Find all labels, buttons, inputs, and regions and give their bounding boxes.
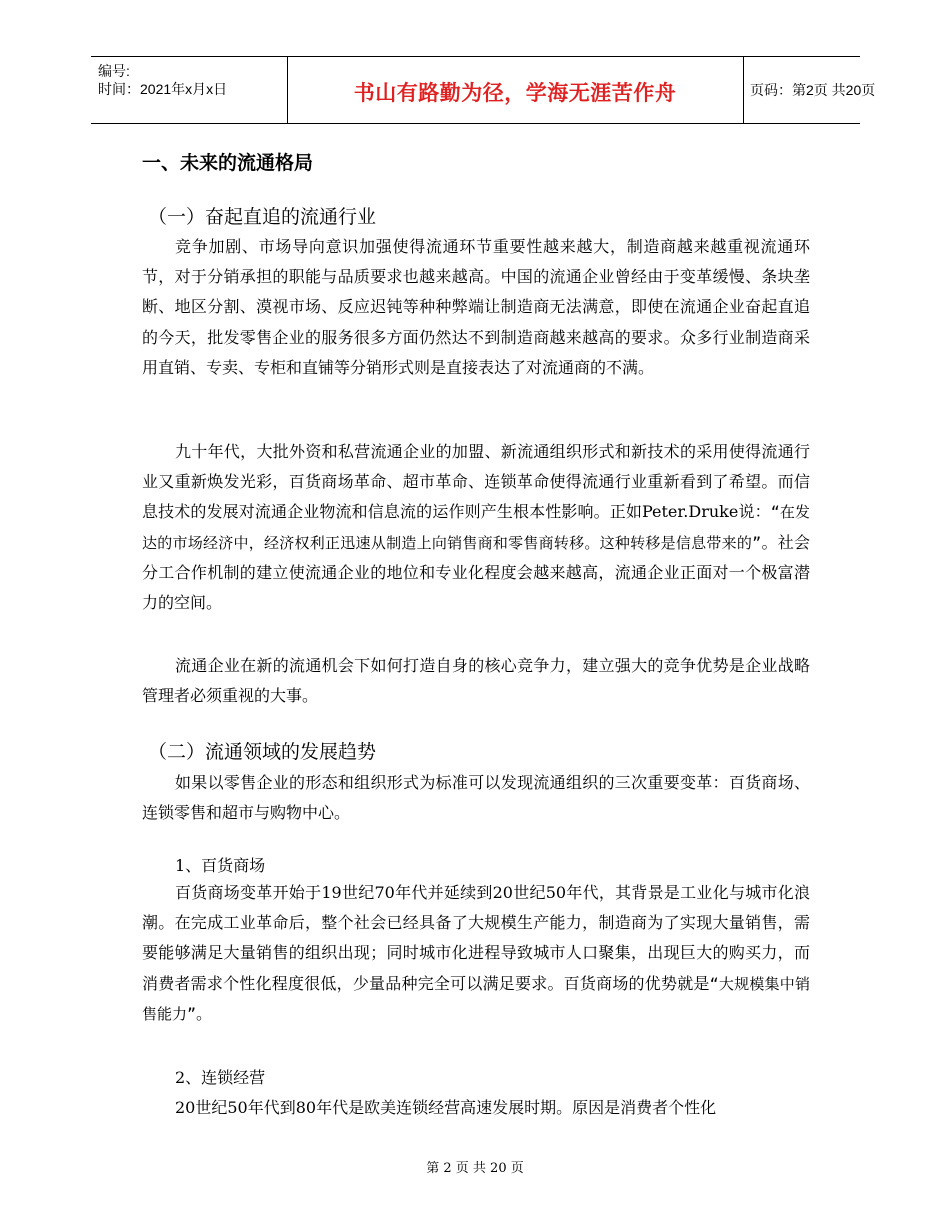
header-motto: 书山有路勤为径，学海无涯苦作舟	[353, 80, 677, 105]
section-title: 一、未来的流通格局	[142, 152, 314, 174]
paragraph-1: 竞争加剧、市场导向意识加强使得流通环节重要性越来越大，制造商越来越重视流通环节，对于分销承担的职能与品质要求也越来越高。中国的流通企业曾经由于变革缓慢、条块垄断、地区分割、漠视市场、反应迟钝等种种弊端让制造商无法满意，即使在流通企业奋起直追的今天，批发零售企业的服务很多方面仍然达不到制造商越来越高的要求。众多行业制造商采用直销、专卖、专柜和直铺等分销形式则是直接表达了对流通商的不满。	[142, 237, 810, 377]
page-info: 页码：第2页 共20页	[750, 82, 876, 98]
subsection-title-1: （一）奋起直追的流通行业	[148, 206, 377, 228]
item-title-1: 1、百货商场	[175, 856, 266, 875]
paragraph-3: 流通企业在新的流通机会下如何打造自身的核心竞争力，建立强大的竞争优势是企业战略管理者必须重视的大事。	[142, 656, 810, 706]
number-label: 编号:	[98, 63, 130, 79]
page-footer: 第 2 页 共 20 页	[426, 1161, 524, 1176]
paragraph-5-quote: “大规模集中销售能力”	[142, 974, 810, 1023]
item-title-2: 2、连锁经营	[175, 1068, 266, 1087]
paragraph-4: 如果以零售企业的形态和组织形式为标准可以发现流通组织的三次重要变革：百货商场、连锁零售和超市与购物中心。	[142, 773, 810, 823]
paragraph-5	[142, 878, 810, 1029]
header-right-cell	[743, 57, 876, 123]
subsection-title-2: （二）流通领域的发展趋势	[148, 741, 377, 763]
paragraph-2-text-b: 。社会分工合作机制的建立使流通企业的地位和专业化程度会越来越高，流通企业正面对一个极富潜力的空间。	[142, 532, 810, 613]
paragraph-2-quote: “在发达的市场经济中，经济权利正迅速从制造上向销售商和零售商转移。这种转移是信息带来的”	[142, 503, 811, 552]
time-label: 时间：2021年x月x日	[98, 81, 228, 97]
paragraph-5-text-b: 。	[196, 1003, 213, 1023]
paragraph-2	[142, 437, 810, 618]
header-middle-cell	[287, 57, 744, 123]
paragraph-2-text-a: 九十年代，大批外资和私营流通企业的加盟、新流通组织形式和新技术的采用使得流通行业又重新焕发光彩，百货商场革命、超市革命、连锁革命使得流通行业重新看到了希望。而信息技术的发展对流通企业物流和信息流的运作则产生根本性影响。正如Peter.Druke说：	[142, 442, 810, 522]
page-header	[91, 56, 876, 124]
paragraph-5-text-a: 百货商场变革开始于19世纪70年代并延续到20世纪50年代，其背景是工业化与城市化浪潮。在完成工业革命后，整个社会已经具备了大规模生产能力，制造商为了实现大量销售，需要能够满足大量销售的组织出现；同时城市化进程导致城市人口聚集，出现巨大的购买力，而消费者需求个性化程度很低，少量品种完全可以满足要求。百货商场的优势就是	[142, 883, 810, 993]
header-left-cell	[91, 57, 288, 123]
paragraph-6: 20世纪50年代到80年代是欧美连锁经营高速发展时期。原因是消费者个性化	[175, 1098, 717, 1117]
